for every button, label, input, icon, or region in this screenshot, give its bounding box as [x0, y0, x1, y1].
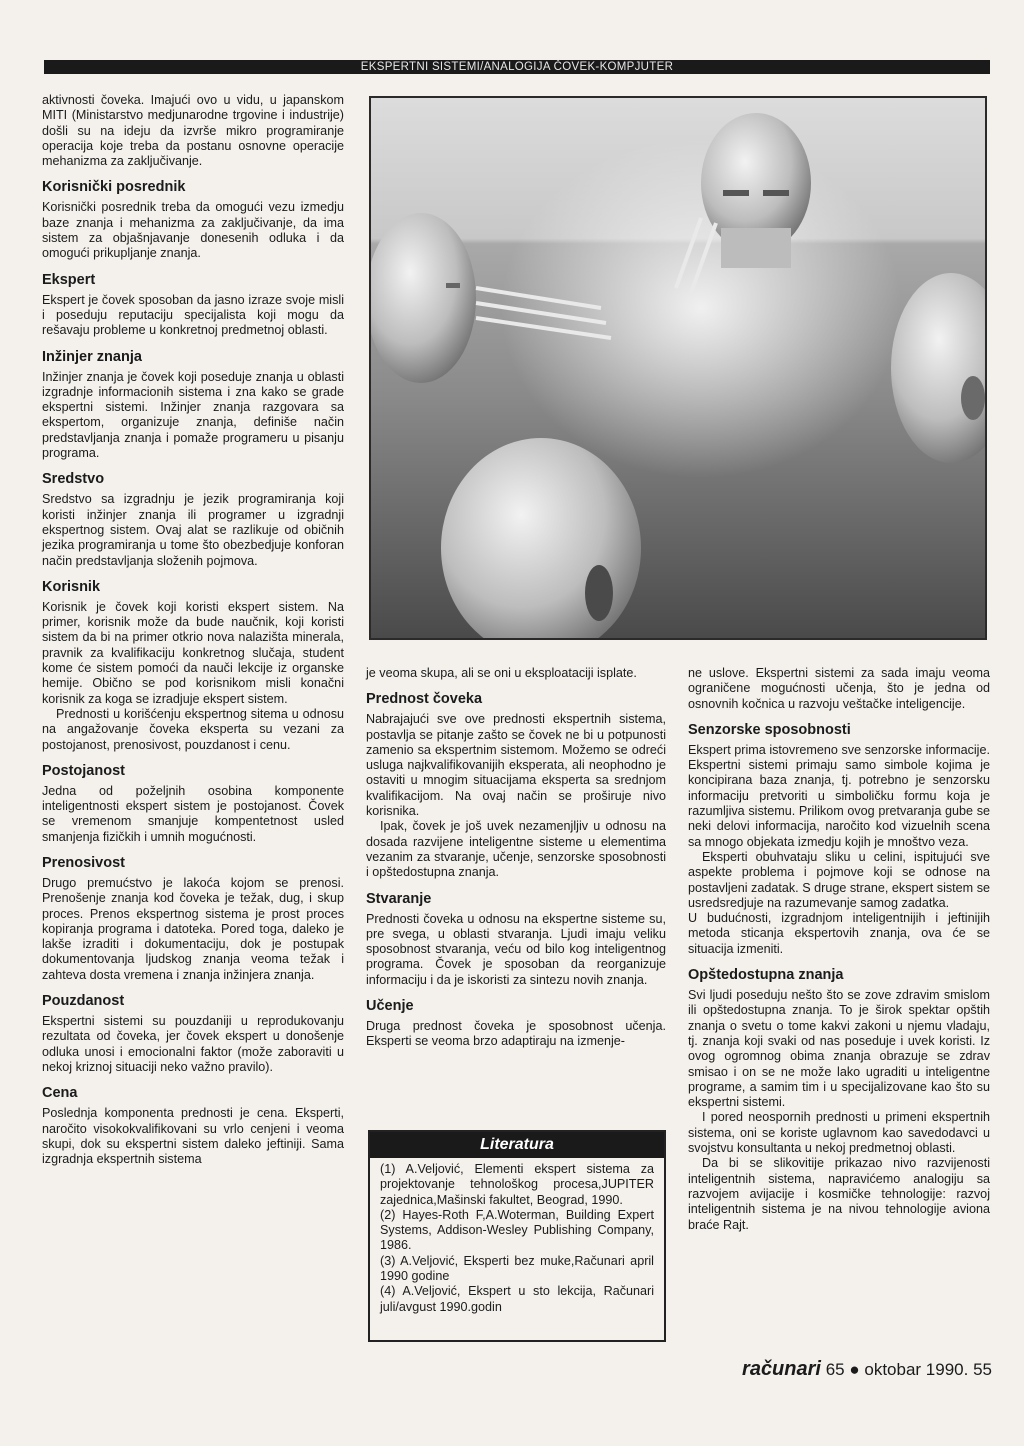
literature-item: (4) A.Veljović, Ekspert u sto lekcija, Računari juli/avgust 1990.godin: [380, 1284, 654, 1314]
heading-sredstvo: Sredstvo: [42, 471, 105, 488]
running-title: EKSPERTNI SISTEMI/ANALOGIJA ČOVEK-KOMPJUTER: [360, 61, 674, 73]
text-ucenje: Druga prednost čoveka je sposobnost učenja. Eksperti se veoma brzo adaptiraju na izmenje-: [366, 1019, 666, 1049]
literature-item: (3) A.Veljović, Eksperti bez muke,Računari april 1990 godine: [380, 1253, 654, 1284]
heading-ekspert: Ekspert: [42, 271, 96, 288]
heading-pouzdanost: Pouzdanost: [42, 993, 125, 1010]
heading-inzinjer-znanja: Inžinjer znanja: [42, 348, 142, 365]
column-1: [42, 93, 344, 1167]
page-footer: [706, 1356, 992, 1382]
heading-korisnicki-posrednik: Korisnički posrednik: [42, 179, 186, 196]
text-korisnik-2: Prednosti u korišćenju ekspertnog sitema u odnosu na angažovanje čoveka eksperta su vezani za postojanost, prenosivost, pouzdanost i cenu.: [42, 706, 344, 752]
heading-korisnik: Korisnik: [42, 578, 101, 595]
heading-ucenje: Učenje: [366, 998, 414, 1015]
text-senzorske-sposobnosti-2: Eksperti obuhvataju sliku u celini, ispitujući sve aspekte problema i pojmove koji se odnose na postavljeni zadatak. S druge strane, ekspert sistem se usredsredjuje na razumevanje samog zadatka.: [688, 849, 990, 910]
text-prednost-coveka-2: Ipak, čovek je još uvek nezamenjljiv u odnosu na dosada razvijene inteligentne sisteme u elementima vezanim za stvaranje, učenje, senzorske sposobnosti i opštedostupna znanja.: [366, 819, 666, 880]
text-korisnik: Korisnik je čovek koji koristi ekspert sistem. Na primer, korisnik može da bude naučnik, koji koristi sistem da bi na primer otkrio nova nalazišta minerala, pravnik za kvalifikaciju konkretnog slučaja, student kome će sistem pomoći da nauči lekcije iz organske hemije. Obično se pod korisnikom misli konačni korisnik za koga se izradjuje ekspert sistem.: [42, 599, 344, 706]
heads-illustration-svg: [371, 98, 985, 638]
heading-cena: Cena: [42, 1085, 78, 1102]
text-senzorske-sposobnosti: Ekspert prima istovremeno sve senzorske informacije. Ekspertni sistemi primaju samo simbole kojima je koncipirana baza znanja, tj. potrebno je senzorsku informaciju pretvoriti u simboličku formu koja je razumljiva sistemu. Prilikom ovog pretvaranja gube se neki delovi informacija, naročito kod vizuelnih scena sa mnogo objekata izmedju kojih je mnoštvo veza.: [688, 742, 990, 849]
literature-item: (2) Hayes-Roth F,A.Woterman, Building Expert Systems, Addison-Wesley Publishing Company, 1986.: [380, 1207, 654, 1253]
text-stvaranje: Prednosti čoveka u odnosu na ekspertne sisteme su, pre svega, u oblasti stvaranja. Ljudi imaju veliku sposobnost stvaranja, veću od bilo kog inteligentnog programa. Čovek je sposoban da reorganizuje informaciju i da je iskoristi za sintezu novih znanja.: [366, 911, 666, 987]
illustration-heads: [369, 96, 987, 640]
column-2: [366, 666, 666, 1050]
text-pouzdanost: Ekspertni sistemi su pouzdaniji u reprodukovanju rezultata od čoveka, jer čovek ekspert u donošenje odluka unosi i emocionalni faktor (može zaboraviti u nekoj kriznoj situaciji neko važno pravilo).: [42, 1014, 344, 1074]
text-opstedostupna-znanja: Svi ljudi poseduju nešto što se zove zdravim smislom ili opštedostupna znanja. To je širok spektar opštih znanja o svetu o tome kakvi zakoni u njemu vladaju, tj. znanja koji svaki od nas poseduje i uvek koristi. Iz ovog ogromnog obima znanja obrazuje se zdrav smisao i on se ne može lako ugraditi u inteligentne programe, a samim tim i u specijalizovane kao što su ekspertni sistemi.: [688, 988, 990, 1110]
text-inzinjer-znanja: Inžinjer znanja je čovek koji poseduje znanja u oblasti izgradnje informacionih sistema i zna kako se grade ekspertni sistemi. Inžinjer znanja razgovara sa ekspertom, organizuje znanja, definiše način predstavljanja znanja i pomaže programeru u pisanju programa.: [42, 369, 344, 461]
issue-number: 65: [825, 1360, 845, 1379]
magazine-brand: računari: [742, 1358, 821, 1380]
head-right: [891, 273, 985, 463]
heading-stvaranje: Stvaranje: [366, 890, 432, 907]
text-opstedostupna-znanja-3: Da bi se slikovitije prikazao nivo razvijenosti inteligentnih sistema, napravićemo analogiju sa razvojem avijacije i kosmičke tehnologije: razvoj inteligentnih sistema je na nivou tehnologije aviona braće Rajt.: [688, 1156, 990, 1232]
literature-list: [370, 1158, 664, 1315]
text-sredstvo: Sredstvo sa izgradnju je jezik programiranja koji koristi inžinjer znanja ili programer u izgradnji ekspertnog sistem. Ovaj alat se razlikuje od običnih jezika programiranja u tome što obezbedjuje konforan način predstavljanja složenih pojmova.: [42, 492, 344, 568]
text-senzorske-sposobnosti-3: U budućnosti, izgradnjom inteligentnijih i jeftinijih metoda sticanja ekspertovih znanja, ova će se situacija izmeniti.: [688, 911, 990, 956]
literature-box: [368, 1130, 666, 1342]
page-number: 55: [973, 1360, 992, 1379]
text-postojanost: Jedna od poželjnih osobina komponente inteligentnosti ekspert sistem je postojanost. Čovek se vremenom smanjuje kompentetnost usled smanjenja fizičkih i umnih mogućnosti.: [42, 783, 344, 844]
literature-item: (1) A.Veljović, Elementi ekspert sistema za projektovanje tehnološkog procesa,JUPITER zajednica,Mašinski fakultet, Beograd, 1990.: [380, 1162, 654, 1207]
heading-opstedostupna-znanja: Opštedostupna znanja: [688, 967, 844, 984]
text-cena: Poslednja komponenta prednosti je cena. Eksperti, naročito visokokvalifikovani su vrlo cenjeni i veoma skupi, dok su ekspertni sistem daleko jeftiniji. Sama izgradnja ekspertnih sistema: [42, 1106, 344, 1167]
col2-intro: je veoma skupa, ali se oni u eksploataciji isplate.: [366, 666, 637, 680]
footer-bullet: ●: [849, 1360, 860, 1379]
col3-intro: ne uslove. Ekspertni sistemi za sada imaju veoma ograničene mogućnosti učenja, što je jedna od osnovnih kočnica u razvoju veštačke inteligencije.: [688, 666, 990, 711]
text-opstedostupna-znanja-2: I pored neospornih prednosti u primeni ekspertnih sistema, oni se koriste uglavnom kao savedodavci u svojstvu konsultanta u nekoj predmetnoj oblasti.: [688, 1110, 990, 1156]
col1-intro: aktivnosti čoveka. Imajući ovo u vidu, u japanskom MITI (Ministarstvo medjunarodne trgovine i industrije) došli su na ideju da izvrše mikro programiranje operacija koje treba da postanu osnovne operacije mehanizma za zaključivanje.: [42, 93, 344, 169]
issue-date: oktobar 1990.: [864, 1360, 969, 1379]
heading-postojanost: Postojanost: [42, 762, 125, 779]
text-korisnicki-posrednik: Korisnički posrednik treba da omogući vezu izmedju baze znanja i mehanizma za zaključivanje, da ima sistem za objašnjavanje donesenih odluka i da omogući prikupljanje znanja.: [42, 200, 344, 261]
text-prenosivost: Drugo premućstvo je lakoća kojom se prenosi. Prenošenje znanja kod čoveka je težak, dug, i skup proces. Prenos ekspertnog sistema je prost proces kopiranja programa i datoteka. Pored toga, daleko je lakše izraditi i dokumentaciju, dok je postupak dokumentovanja ljudskog znanja veoma težak i zahteva dosta vremena i znanja inžinjera znanja.: [42, 875, 344, 982]
heading-prenosivost: Prenosivost: [42, 854, 125, 871]
running-header: [44, 60, 990, 74]
heading-senzorske-sposobnosti: Senzorske sposobnosti: [688, 721, 851, 738]
heading-prednost-coveka: Prednost čoveka: [366, 691, 483, 708]
literature-title: Literatura: [370, 1132, 664, 1158]
head-left: [371, 213, 476, 383]
text-prednost-coveka: Nabrajajući sve ove prednosti ekspertnih sistema, postavlja se pitanje zašto se čovek ne bi u potpunosti zamenio sa ekspertnim sistemom. Možemo se odreći usluga najkvalifikovanijih eksperata, ali neophodno je ostaviti u mnogim situacijama eksperta sa srednjom kvalifikacijom. Na ovaj način se proširuje nivo korisnika.: [366, 712, 666, 819]
text-ekspert: Ekspert je čovek sposoban da jasno izraze svoje misli i poseduju reputaciju specijalista koji mogu da rešavaju probleme u konkretnoj predmetnoj oblasti.: [42, 292, 344, 338]
head-bottom: [441, 438, 641, 638]
column-3: [688, 666, 990, 1233]
